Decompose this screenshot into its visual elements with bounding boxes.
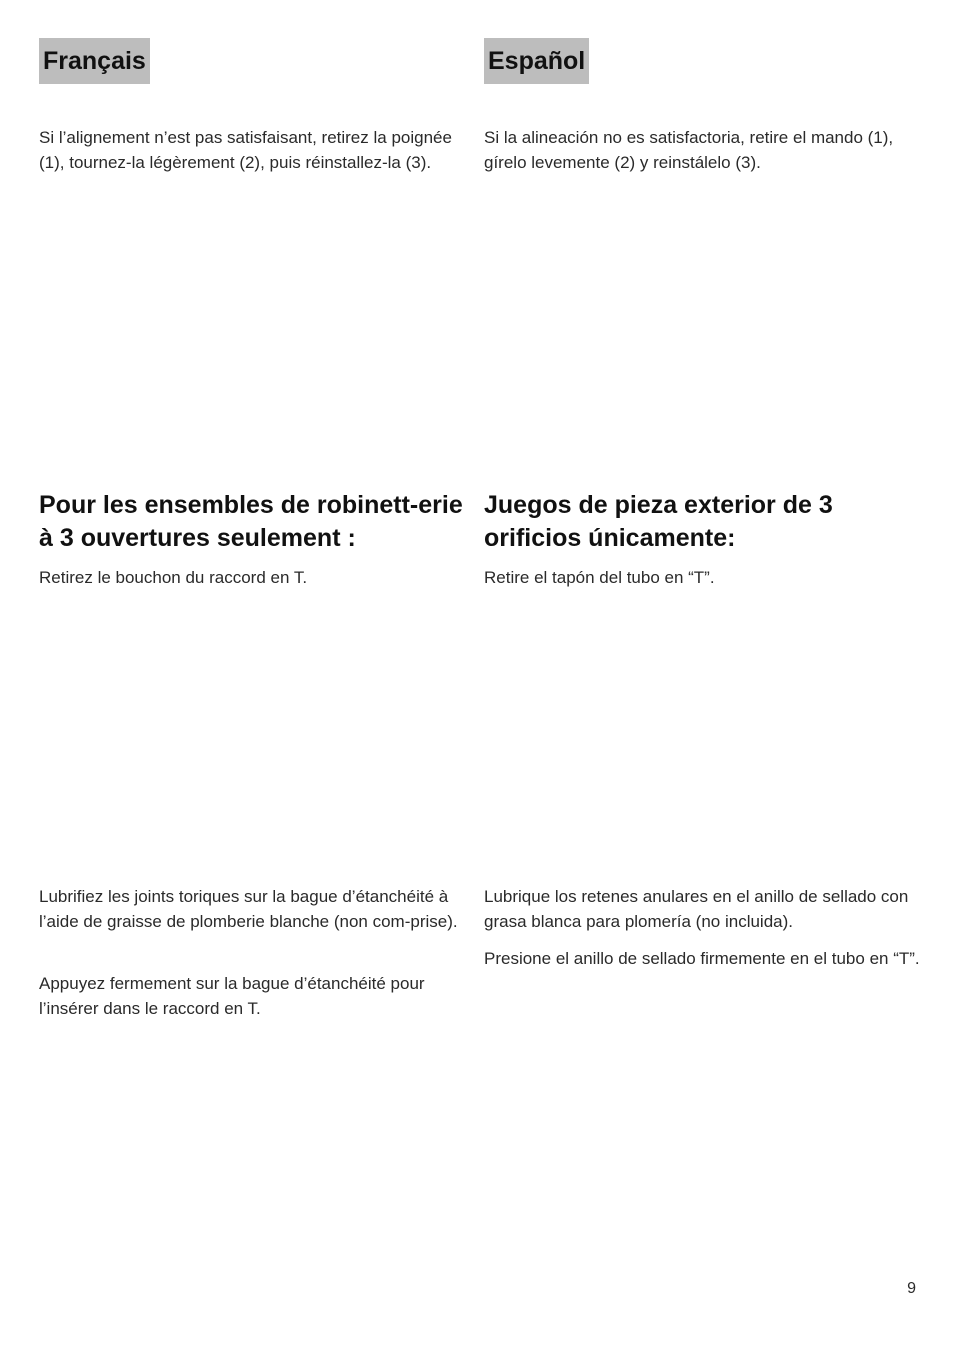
alignment-instruction-es: Si la alineación no es satisfactoria, retire el mando (1), gírelo levemente (2) y reinstálelo (3). bbox=[484, 128, 894, 172]
tee-cap-instruction-fr: Retirez le bouchon du raccord en T. bbox=[39, 568, 308, 587]
press-ring-instruction-fr: Appuyez fermement sur la bague d’étanchéité pour l’insérer dans le raccord en T. bbox=[39, 974, 425, 1018]
lubricate-instruction-es: Lubrique los retenes anulares en el anillo de sellado con grasa blanca para plomería (no incluida). bbox=[484, 887, 909, 931]
three-hole-heading-fr: Pour les ensembles de robinett-erie à 3 ouvertures seulement : bbox=[39, 491, 463, 552]
language-badge-espanol: Español bbox=[484, 38, 589, 84]
french-column bbox=[39, 0, 475, 1354]
page-number: 9 bbox=[907, 1280, 916, 1297]
tee-cap-instruction-es: Retire el tapón del tubo en “T”. bbox=[484, 568, 715, 587]
lubricate-instruction-fr: Lubrifiez les joints toriques sur la bague d’étanchéité à l’aide de graisse de plomberie blanche (non com-prise). bbox=[39, 887, 458, 931]
press-ring-instruction-es: Presione el anillo de sellado firmemente en el tubo en “T”. bbox=[484, 949, 920, 968]
language-badge-francais: Français bbox=[39, 38, 150, 84]
alignment-instruction-fr: Si l’alignement n’est pas satisfaisant, retirez la poignée (1), tournez-la légèrement (2), puis réinstallez-la (3). bbox=[39, 128, 452, 172]
spanish-column bbox=[484, 0, 920, 1354]
three-hole-heading-es: Juegos de pieza exterior de 3 orificios únicamente: bbox=[484, 491, 833, 552]
